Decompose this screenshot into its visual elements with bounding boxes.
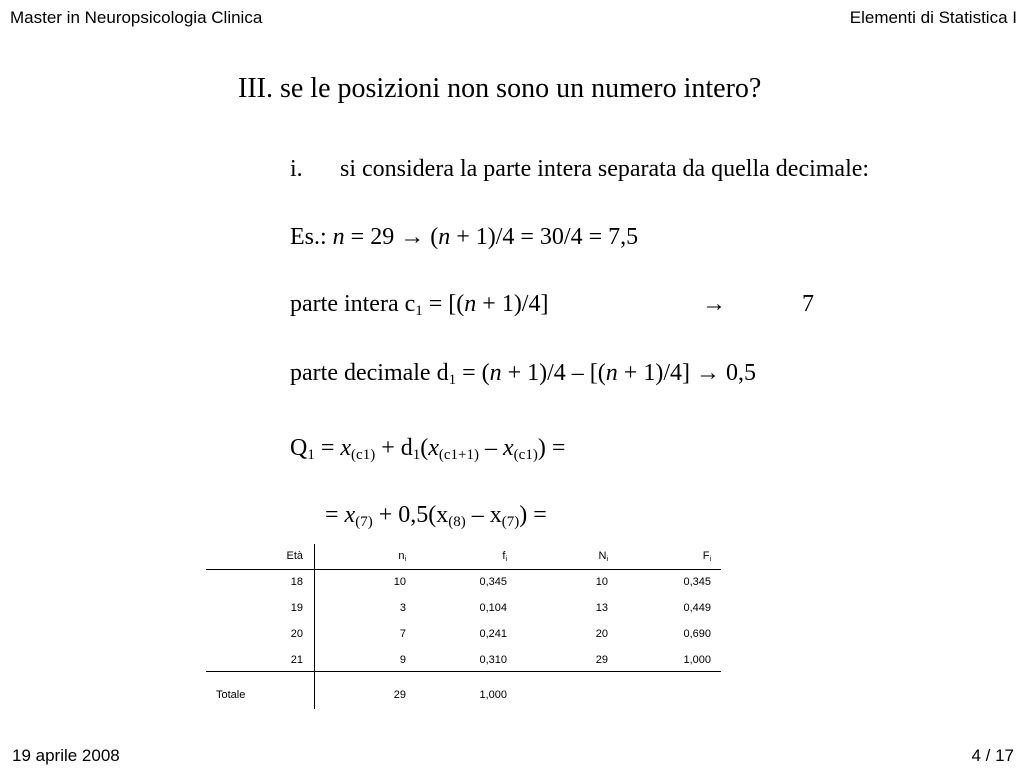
slide-title: III. se le posizioni non sono un numero intero? xyxy=(238,73,762,104)
var-n: n xyxy=(464,291,477,317)
page-number: 4 / 17 xyxy=(971,746,1014,765)
var-x: x xyxy=(344,502,356,528)
cell-Ni: 29 xyxy=(595,654,608,666)
cell-fi: 0,345 xyxy=(479,576,507,588)
eq2-start: = xyxy=(325,502,345,528)
cell-fi: 0,104 xyxy=(479,602,507,614)
cell-Ni: 10 xyxy=(595,576,608,588)
header-eta: Età xyxy=(286,550,303,562)
x-sub-c1: (c1) xyxy=(351,447,376,463)
list-item-marker: i. xyxy=(290,156,303,182)
integer-part-label: parte intera c xyxy=(290,291,416,317)
q1-open: ( xyxy=(420,435,429,461)
list-item-text: si considera la parte intera separata da quella decimale: xyxy=(340,156,870,182)
integer-part-formula-a: = [( xyxy=(422,291,465,317)
q1-symbol: Q xyxy=(290,435,308,461)
x-sub-c1: (c1) xyxy=(513,447,538,463)
total-fi: 1,000 xyxy=(479,689,507,701)
decimal-part-formula xyxy=(290,358,756,388)
table-divider-total xyxy=(206,671,721,672)
header-course-title: Master in Neuropsicologia Clinica xyxy=(10,8,263,27)
decimal-part-b: + 1)/4 – [( xyxy=(501,360,606,386)
eq2-mid: + 0,5(x xyxy=(372,502,449,528)
cell-Fi: 0,345 xyxy=(683,576,711,588)
footer-date: 19 aprile 2008 xyxy=(12,746,120,765)
header-module-title: Elementi di Statistica I xyxy=(849,8,1017,27)
eq2-minus: – x xyxy=(465,502,502,528)
table-divider-header xyxy=(206,569,721,570)
x-sub-8: (8) xyxy=(448,514,466,530)
q1-sub: 1 xyxy=(307,447,315,463)
var-n: n xyxy=(438,224,451,250)
frequency-table xyxy=(206,544,721,709)
eq2-end: ) = xyxy=(519,502,547,528)
d-sub: 1 xyxy=(412,447,421,463)
cell-ni: 10 xyxy=(393,576,406,588)
cell-ni: 9 xyxy=(399,654,406,666)
q1-eq: = xyxy=(314,435,341,461)
integer-part-result: 7 xyxy=(802,291,814,317)
cell-fi: 0,241 xyxy=(479,628,507,640)
cell-Fi: 1,000 xyxy=(683,654,711,666)
q1-formula xyxy=(290,433,565,463)
example-prefix: Es.: xyxy=(290,224,327,250)
decimal-part-c: + 1)/4] → 0,5 xyxy=(617,360,756,386)
header-Ni: $N_i$ xyxy=(598,550,608,563)
q1-minus: – xyxy=(479,435,504,461)
q1-close: ) = xyxy=(537,435,566,461)
x-sub-7: (7) xyxy=(501,514,520,530)
q1-substitution xyxy=(325,500,547,530)
x-sub-7: (7) xyxy=(355,514,373,530)
cell-eta: 19 xyxy=(290,602,303,614)
header-Fi: $F_i$ xyxy=(702,550,711,563)
cell-eta: 20 xyxy=(290,628,303,640)
var-x: x xyxy=(503,435,514,461)
var-n: n xyxy=(489,360,502,386)
cell-Fi: 0,449 xyxy=(683,602,711,614)
cell-eta: 21 xyxy=(290,654,303,666)
cell-ni: 3 xyxy=(399,602,406,614)
var-n: n xyxy=(332,224,345,250)
total-ni: 29 xyxy=(393,689,406,701)
cell-fi: 0,310 xyxy=(479,654,507,666)
arrow-right-icon: → xyxy=(702,291,726,317)
cell-ni: 7 xyxy=(399,628,406,640)
integer-part-formula xyxy=(290,289,814,319)
q1-plus-d: + d xyxy=(375,435,413,461)
example-formula xyxy=(290,222,638,252)
decimal-part-a: = ( xyxy=(456,360,490,386)
var-n: n xyxy=(605,360,618,386)
total-label: Totale xyxy=(216,689,246,701)
integer-part-sub: 1 xyxy=(415,303,423,319)
header-fi: $f_i$ xyxy=(502,550,507,563)
x-sub-c1plus1: (c1+1) xyxy=(438,447,480,463)
cell-eta: 18 xyxy=(290,576,303,588)
cell-Fi: 0,690 xyxy=(683,628,711,640)
decimal-part-label: parte decimale d xyxy=(290,360,449,386)
cell-Ni: 13 xyxy=(595,602,608,614)
var-x: x xyxy=(428,435,439,461)
cell-Ni: 20 xyxy=(595,628,608,640)
header-ni: $n_i$ xyxy=(398,550,406,563)
integer-part-formula-b: + 1)/4] xyxy=(476,291,549,317)
example-eq1: = 29 → ( xyxy=(344,224,439,250)
decimal-part-sub: 1 xyxy=(448,372,457,388)
var-x: x xyxy=(340,435,352,461)
example-eq2: + 1)/4 = 30/4 = 7,5 xyxy=(450,224,639,250)
